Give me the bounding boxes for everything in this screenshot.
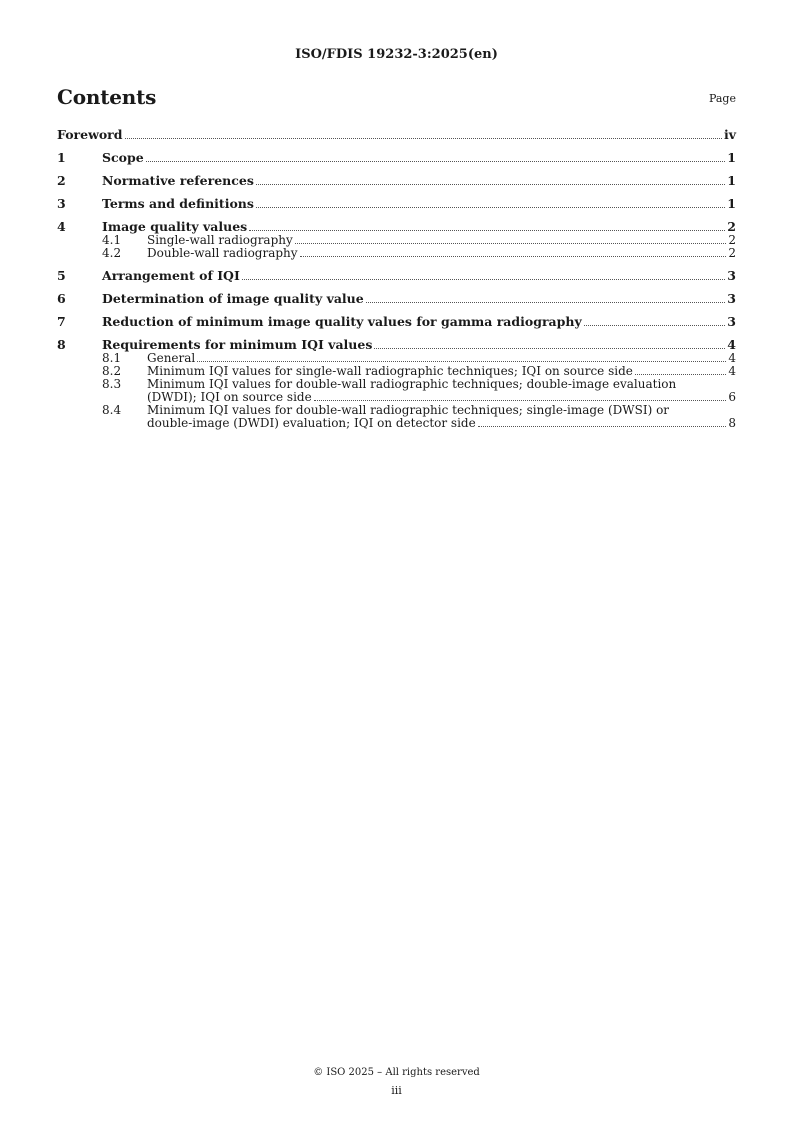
toc-entry-title-line1: Minimum IQI values for double-wall radiographic techniques; single-image (DWSI) or xyxy=(147,403,670,417)
toc-entry-title: Minimum IQI values for single-wall radiographic techniques; IQI on source side xyxy=(147,364,633,378)
toc-entry-number: 1 xyxy=(57,150,66,165)
toc-entry-page: 2 xyxy=(727,219,736,234)
dot-leader xyxy=(478,425,727,427)
dot-leader xyxy=(125,137,722,139)
dot-leader xyxy=(366,301,726,303)
toc-entry-requirements[interactable] xyxy=(57,338,736,352)
dot-leader xyxy=(374,347,725,349)
toc-entry-number: 8.3 xyxy=(102,377,122,391)
dot-leader xyxy=(197,360,726,362)
toc-entry-page: 4 xyxy=(728,364,736,378)
dot-leader xyxy=(242,278,726,280)
document-id-header: ISO/FDIS 19232-3:2025(en) xyxy=(295,47,498,62)
toc-entry-title: Image quality values xyxy=(102,219,248,234)
toc-entry-normative-references[interactable] xyxy=(57,174,736,188)
toc-entry-page: 3 xyxy=(727,291,736,306)
toc-entry-page: 3 xyxy=(727,314,736,329)
dot-leader xyxy=(249,229,725,231)
toc-entry-page: 6 xyxy=(728,390,736,404)
toc-entry-number: 8 xyxy=(57,337,66,352)
toc-entry-determination[interactable] xyxy=(57,292,736,306)
toc-entry-page: 8 xyxy=(728,416,736,430)
dot-leader xyxy=(584,324,726,326)
toc-entry-number: 3 xyxy=(57,196,66,211)
toc-entry-title: Arrangement of IQI xyxy=(102,268,240,283)
toc-entry-page: 4 xyxy=(728,351,736,365)
toc-entry-page: 4 xyxy=(727,337,736,352)
toc-entry-title: Requirements for minimum IQI values xyxy=(102,337,373,352)
toc-entry-min-iqi-double-wall-detector[interactable] xyxy=(57,404,736,430)
toc-entry-terms-definitions[interactable] xyxy=(57,197,736,211)
toc-entry-number: 2 xyxy=(57,173,66,188)
toc-entry-page: 2 xyxy=(728,233,736,247)
page-column-label: Page xyxy=(708,92,736,105)
toc-entry-title: Scope xyxy=(102,150,144,165)
dot-leader xyxy=(635,373,727,375)
toc-entry-page: 1 xyxy=(727,173,736,188)
toc-entry-double-wall[interactable] xyxy=(57,247,736,260)
toc-entry-foreword[interactable] xyxy=(57,128,736,142)
toc-entry-reduction-gamma[interactable] xyxy=(57,315,736,329)
toc-entry-title: Terms and definitions xyxy=(102,196,254,211)
toc-entry-number: 8.4 xyxy=(102,403,122,417)
toc-entry-page: 1 xyxy=(727,196,736,211)
toc-entry-number: 5 xyxy=(57,268,66,283)
toc-entry-title: Double-wall radiography xyxy=(147,246,298,260)
toc-entry-number: 6 xyxy=(57,291,66,306)
contents-title: Contents xyxy=(57,85,157,109)
table-of-contents xyxy=(57,128,736,430)
toc-entry-number: 4.2 xyxy=(102,246,122,260)
toc-entry-image-quality-values[interactable] xyxy=(57,220,736,234)
toc-entry-arrangement-iqi[interactable] xyxy=(57,269,736,283)
toc-entry-page: 1 xyxy=(727,150,736,165)
copyright-footer: © ISO 2025 – All rights reserved xyxy=(313,1067,480,1078)
toc-entry-number: 4.1 xyxy=(102,233,122,247)
dot-leader xyxy=(300,255,727,257)
dot-leader xyxy=(314,399,727,401)
toc-entry-title: Reduction of minimum image quality values for gamma radiography xyxy=(102,314,582,329)
dot-leader xyxy=(256,183,725,185)
toc-entry-title: Normative references xyxy=(102,173,254,188)
dot-leader xyxy=(256,206,725,208)
toc-entry-title-line1: Minimum IQI values for double-wall radiographic techniques; double-image evaluation xyxy=(147,377,677,391)
toc-entry-title: Determination of image quality value xyxy=(102,291,364,306)
toc-entry-page: iv xyxy=(723,127,736,142)
page-number: iii xyxy=(391,1084,402,1097)
toc-entry-number: 7 xyxy=(57,314,66,329)
toc-entry-title: Foreword xyxy=(57,127,123,142)
dot-leader xyxy=(146,160,726,162)
toc-entry-title: Single-wall radiography xyxy=(147,233,293,247)
toc-entry-number: 8.1 xyxy=(102,351,122,365)
toc-entry-min-iqi-double-wall-source[interactable] xyxy=(57,378,736,404)
toc-entry-scope[interactable] xyxy=(57,151,736,165)
dot-leader xyxy=(295,242,727,244)
toc-entry-title-line2: (DWDI); IQI on source side xyxy=(147,390,312,404)
toc-entry-page: 3 xyxy=(727,268,736,283)
toc-entry-page: 2 xyxy=(728,246,736,260)
toc-entry-number: 4 xyxy=(57,219,66,234)
toc-entry-title-line2: double-image (DWDI) evaluation; IQI on detector side xyxy=(147,416,476,430)
toc-entry-title: General xyxy=(147,351,196,365)
toc-entry-number: 8.2 xyxy=(102,364,122,378)
